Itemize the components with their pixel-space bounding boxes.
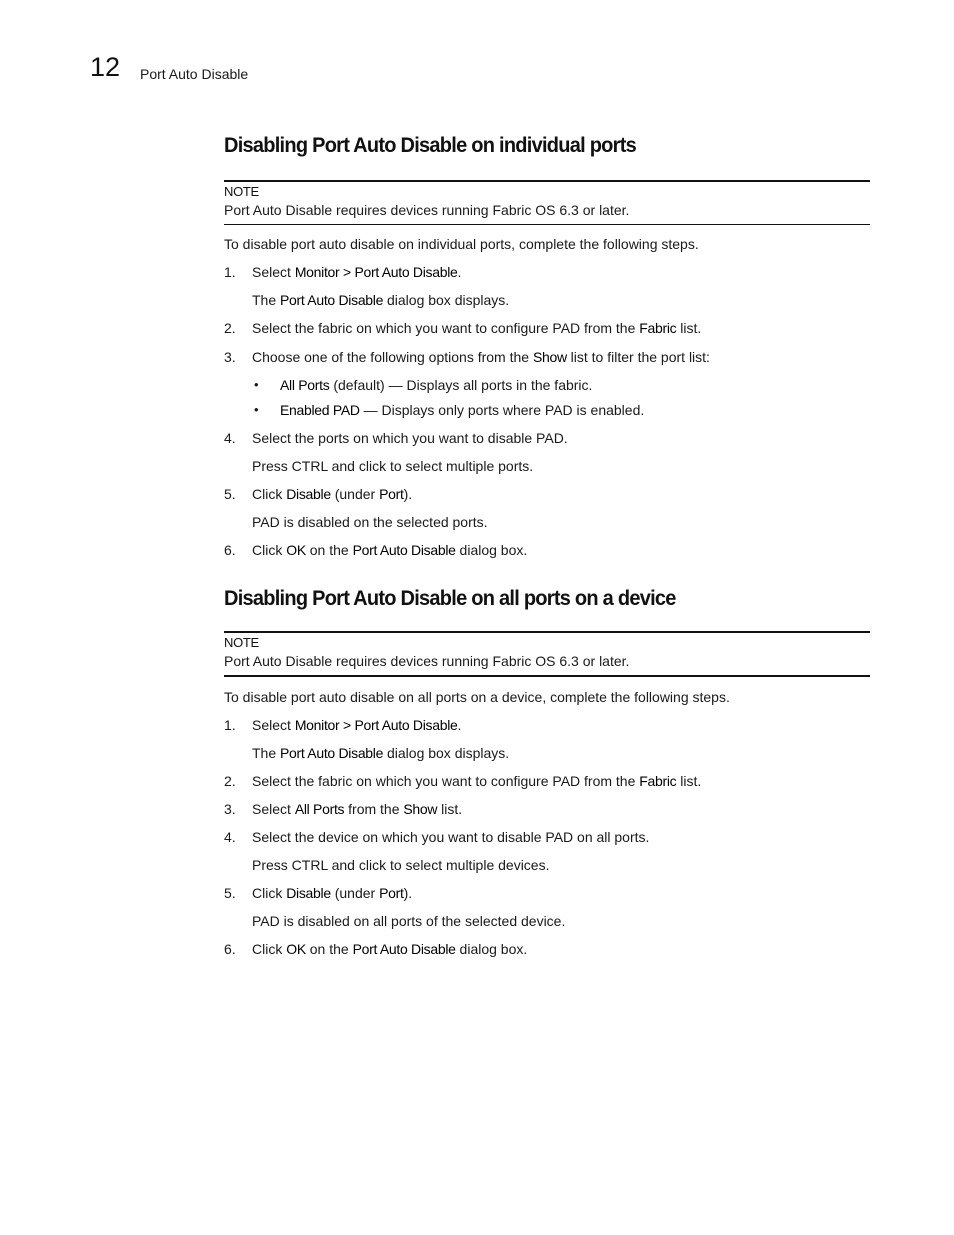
step-number: 4.: [224, 829, 236, 845]
chapter-number: 12: [90, 52, 121, 82]
list-name: Show: [532, 349, 567, 365]
step-number: 3.: [224, 349, 236, 365]
step-1-result: [252, 291, 509, 309]
bullet-icon: •: [254, 377, 259, 392]
step-text-end: list to filter the port list:: [566, 349, 710, 365]
option-name: All Ports: [280, 377, 330, 393]
button-name: OK: [286, 941, 306, 957]
option-name: Enabled PAD: [280, 402, 360, 418]
group-name: Port: [379, 486, 404, 502]
section-individual-ports: [224, 132, 870, 558]
step-number: 2.: [224, 773, 236, 789]
note-box: [224, 180, 870, 224]
step-text: Select the fabric on which you want to configure PAD from the: [252, 773, 640, 789]
step-text-end: ).: [403, 486, 413, 502]
dialog-name: Port Auto Disable: [280, 745, 384, 761]
section-heading: Disabling Port Auto Disable on individual ports: [224, 133, 636, 157]
result-text: The: [252, 745, 281, 761]
section-all-ports-device: [224, 585, 870, 957]
step-text-mid: (under: [330, 885, 380, 901]
step-number: 5.: [224, 885, 236, 901]
step-number: 4.: [224, 430, 236, 446]
step-text-mid: on the: [305, 941, 353, 957]
intro-text: To disable port auto disable on all ports on a device, complete the following steps.: [224, 689, 730, 705]
button-name: OK: [286, 542, 306, 558]
step-4-result: Press CTRL and click to select multiple devices.: [252, 857, 550, 873]
step-text-mid: (under: [330, 486, 380, 502]
step-text-end: dialog box.: [455, 542, 528, 558]
running-title: Port Auto Disable: [140, 66, 249, 82]
button-name: Disable: [286, 486, 331, 502]
step-text-mid: on the: [305, 542, 353, 558]
note-text: Port Auto Disable requires devices running Fabric OS 6.3 or later.: [224, 202, 630, 218]
list-name: Fabric: [639, 773, 677, 789]
step-text: Click: [252, 941, 287, 957]
button-name: Disable: [286, 885, 331, 901]
list-name: Fabric: [639, 320, 677, 336]
step-text-end: ).: [403, 885, 413, 901]
dialog-name: Port Auto Disable: [280, 292, 384, 308]
step-text-end: .: [457, 264, 462, 280]
note-divider: [224, 675, 870, 677]
step-text-end: .: [457, 717, 462, 733]
step-4-result: Press CTRL and click to select multiple ports.: [252, 458, 534, 474]
step-text: Select the device on which you want to disable PAD on all ports.: [252, 829, 650, 845]
menu-path: Monitor > Port Auto Disable: [294, 264, 458, 280]
step-text: Select the fabric on which you want to configure PAD from the: [252, 320, 640, 336]
step-number: 5.: [224, 486, 236, 502]
note-label: NOTE: [224, 184, 259, 199]
dialog-name: Port Auto Disable: [352, 542, 456, 558]
step-text: Select: [252, 801, 295, 817]
dialog-name: Port Auto Disable: [352, 941, 456, 957]
group-name: Port: [379, 885, 404, 901]
result-text-end: dialog box displays.: [383, 745, 510, 761]
list-name: Show: [403, 801, 438, 817]
step-number: 2.: [224, 320, 236, 336]
result-text: The: [252, 292, 281, 308]
step-text-end: list.: [676, 773, 702, 789]
step-text-mid: from the: [344, 801, 404, 817]
note-box: [224, 631, 870, 675]
result-text-end: dialog box displays.: [383, 292, 510, 308]
step-1-result: [252, 744, 509, 762]
intro-text: To disable port auto disable on individual ports, complete the following steps.: [224, 236, 699, 252]
step-text: Click: [252, 542, 287, 558]
note-divider: [224, 224, 870, 225]
step-text: Click: [252, 486, 287, 502]
step-number: 1.: [224, 717, 236, 733]
step-text-end: list.: [437, 801, 463, 817]
note-label: NOTE: [224, 635, 259, 650]
step-text: Select the ports on which you want to disable PAD.: [252, 430, 568, 446]
step-text-end: list.: [676, 320, 702, 336]
step-text: Select: [252, 717, 295, 733]
note-text: Port Auto Disable requires devices running Fabric OS 6.3 or later.: [224, 653, 630, 669]
option-name: All Ports: [294, 801, 345, 817]
option-description: — Displays only ports where PAD is enabled.: [359, 402, 645, 418]
menu-path: Monitor > Port Auto Disable: [294, 717, 458, 733]
section-heading: Disabling Port Auto Disable on all ports on a device: [224, 586, 676, 610]
bullet-icon: •: [254, 402, 259, 417]
step-text-end: dialog box.: [455, 941, 528, 957]
step-text: Choose one of the following options from the: [252, 349, 533, 365]
step-5-result: PAD is disabled on the selected ports.: [252, 514, 488, 530]
step-number: 3.: [224, 801, 236, 817]
step-text: Click: [252, 885, 287, 901]
step-number: 6.: [224, 941, 236, 957]
step-number: 6.: [224, 542, 236, 558]
option-description: (default) — Displays all ports in the fabric.: [329, 377, 593, 393]
step-text: Select: [252, 264, 295, 280]
step-number: 1.: [224, 264, 236, 280]
step-5-result: PAD is disabled on all ports of the selected device.: [252, 913, 566, 929]
